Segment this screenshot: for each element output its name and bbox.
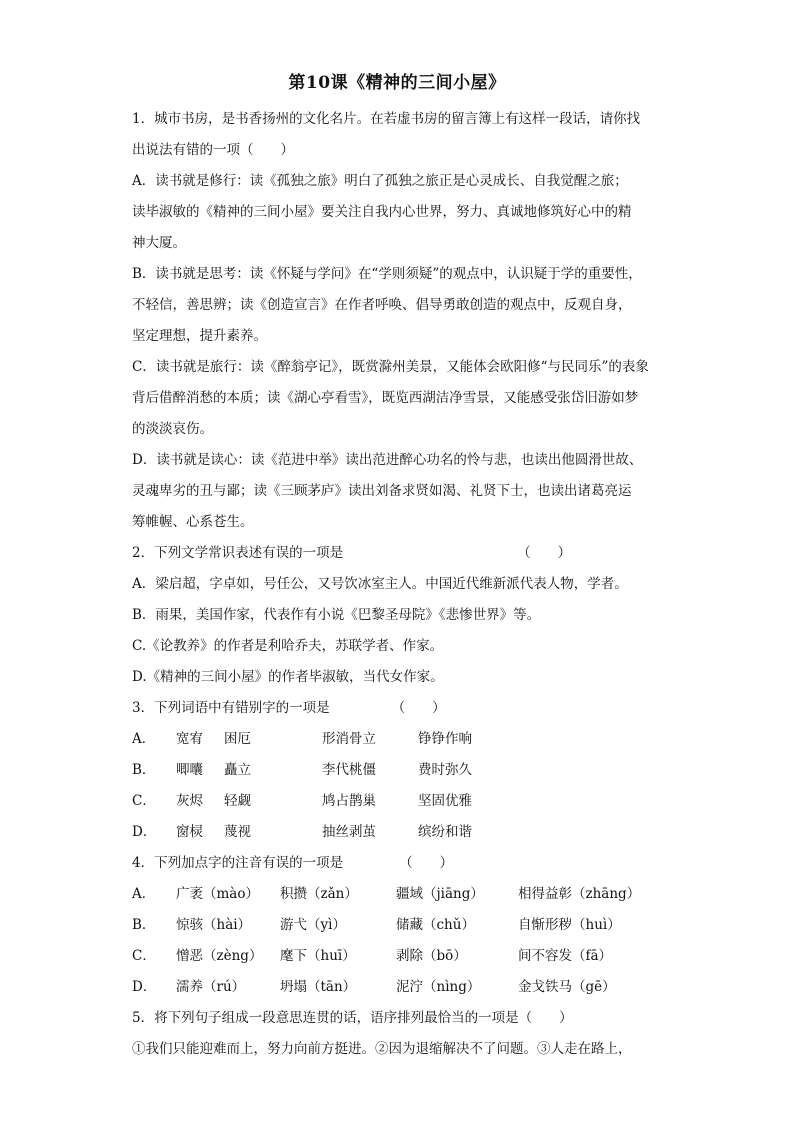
pinyin-item: 金戈铁马（gē） — [518, 979, 616, 995]
pinyin-item: 麾下（huī） — [280, 948, 356, 964]
option-d — [132, 445, 664, 538]
word-item: 蔑视 — [224, 824, 251, 840]
word-item: 铮铮作响 — [418, 731, 472, 747]
pinyin-item: 泥泞（nìng） — [396, 979, 481, 995]
question-stem-line: 1．城市书房，是书香扬州的文化名片。在若虚书房的留言簿上有这样一段话，请你找 — [132, 111, 641, 127]
option-label: C． — [132, 793, 156, 809]
option-c — [132, 352, 664, 445]
question-stem: 4．下列加点字的注音有误的一项是 — [132, 855, 344, 871]
option-c: C.《论教养》的作者是利哈乔夫，苏联学者、作家。 — [132, 638, 444, 654]
question-stem-line — [132, 538, 664, 569]
option-b — [132, 259, 664, 352]
word-item: 形消骨立 — [322, 731, 376, 747]
answer-parentheses: （ ） — [517, 545, 572, 561]
option-label: D． — [132, 979, 157, 995]
option-c — [132, 941, 664, 972]
word-item: 矗立 — [224, 762, 251, 778]
answer-parentheses: （ ） — [399, 855, 454, 871]
pinyin-item: 疆域（jiāng） — [396, 886, 484, 902]
word-item: 费时弥久 — [418, 762, 472, 778]
word-item: 灰烬 — [176, 793, 203, 809]
option-line: D．读书就是读心：读《范进中举》读出范进醉心功名的怜与悲，也读出他圆滑世故、 — [132, 452, 643, 468]
option-line: 神大厦。 — [132, 235, 186, 251]
pinyin-item: 积攒（zǎn） — [280, 886, 358, 902]
option-line: 不轻信，善思辨；读《创造宣言》在作者呼唤、倡导勇敢创造的观点中，反观自身， — [132, 297, 632, 313]
option-b — [132, 755, 664, 786]
question-stem-line — [132, 693, 664, 724]
word-item: 唧囔 — [176, 762, 203, 778]
word-item: 鸠占鹊巢 — [322, 793, 376, 809]
page-title: 第10课《精神的三间小屋》 — [288, 73, 506, 93]
document-body — [132, 104, 664, 1065]
question-stem: 3．下列词语中有错别字的一项是 — [132, 700, 330, 716]
question-4 — [132, 848, 664, 1003]
option-line: 的淡淡哀伤。 — [132, 421, 213, 437]
option-d: D.《精神的三间小屋》的作者毕淑敏，当代女作家。 — [132, 669, 444, 685]
pinyin-item: 惊骇（hài） — [176, 917, 252, 933]
pinyin-item: 游弋（yì） — [280, 917, 346, 933]
question-5 — [132, 1003, 664, 1065]
question-stem: 5．将下列句子组成一段意思连贯的话，语序排列最恰当的一项是（ ） — [132, 1010, 573, 1026]
pinyin-item: 憎恶（zèng） — [176, 948, 263, 964]
option-label: B． — [132, 762, 156, 778]
question-1 — [132, 104, 664, 538]
option-label: D． — [132, 824, 157, 840]
pinyin-item: 相得益彰（zhāng） — [518, 886, 641, 902]
question-stem: 2．下列文学常识表述有误的一项是 — [132, 545, 344, 561]
option-line: C．读书就是旅行：读《醉翁亭记》，既赏滁州美景，又能体会欧阳修“与民同乐”的表象 — [132, 359, 649, 375]
answer-parentheses: （ ） — [391, 700, 446, 716]
option-b: B．雨果，美国作家，代表作有小说《巴黎圣母院》《悲惨世界》等。 — [132, 607, 541, 623]
word-item: 困厄 — [224, 731, 251, 747]
option-line: B．读书就是思考：读《怀疑与学问》在“学则须疑”的观点中，认识疑于学的重要性， — [132, 266, 642, 282]
word-item: 宽宥 — [176, 731, 203, 747]
pinyin-item: 储藏（chǔ） — [396, 917, 475, 933]
pinyin-item: 坍塌（tān） — [280, 979, 357, 995]
option-a — [132, 166, 664, 259]
question-2 — [132, 538, 664, 693]
option-d — [132, 972, 664, 1003]
option-a — [132, 879, 664, 910]
word-item: 轻觑 — [224, 793, 251, 809]
option-d — [132, 817, 664, 848]
option-b — [132, 910, 664, 941]
pinyin-item: 广袤（mào） — [176, 886, 259, 902]
option-a — [132, 724, 664, 755]
pinyin-item: 剥除（bō） — [396, 948, 467, 964]
question-stem-line: 出说法有错的一项（ ） — [132, 142, 294, 158]
option-a: A．梁启超，字卓如，号任公，又号饮冰室主人。中国近代维新派代表人物，学者。 — [132, 576, 628, 592]
question-stem-line — [132, 848, 664, 879]
option-line: 读毕淑敏的《精神的三间小屋》要关注自我内心世界，努力、真诚地修筑好心中的精 — [132, 204, 632, 220]
word-item: 缤纷和谐 — [418, 824, 472, 840]
option-line: 背后借醉消愁的本质；读《湖心亭看雪》，既览西湖洁净雪景，又能感受张岱旧游如梦 — [132, 390, 639, 406]
word-item: 抽丝剥茧 — [322, 824, 376, 840]
option-label: C． — [132, 948, 156, 964]
pinyin-item: 濡养（rú） — [176, 979, 246, 995]
pinyin-item: 自惭形秽（huì） — [518, 917, 621, 933]
question-3 — [132, 693, 664, 848]
option-line: 灵魂卑劣的丑与鄙；读《三顾茅庐》读出刘备求贤如渴、礼贤下士，也读出诸葛亮运 — [132, 483, 632, 499]
option-c — [132, 786, 664, 817]
option-line: A．读书就是修行：读《孤独之旅》明白了孤独之旅正是心灵成长、自我觉醒之旅； — [132, 173, 628, 189]
word-item: 李代桃僵 — [322, 762, 376, 778]
question-body: ①我们只能迎难而上，努力向前方挺进。②因为退缩解决不了问题。③人走在路上， — [132, 1041, 632, 1057]
option-line: 坚定理想，提升素养。 — [132, 328, 267, 344]
word-item: 坚固优雅 — [418, 793, 472, 809]
option-label: B． — [132, 917, 156, 933]
option-line: 筹帷幄、心系苍生。 — [132, 514, 254, 530]
word-item: 窗棂 — [176, 824, 203, 840]
option-label: A． — [132, 731, 156, 747]
option-label: A． — [132, 886, 156, 902]
pinyin-item: 间不容发（fā） — [518, 948, 613, 964]
